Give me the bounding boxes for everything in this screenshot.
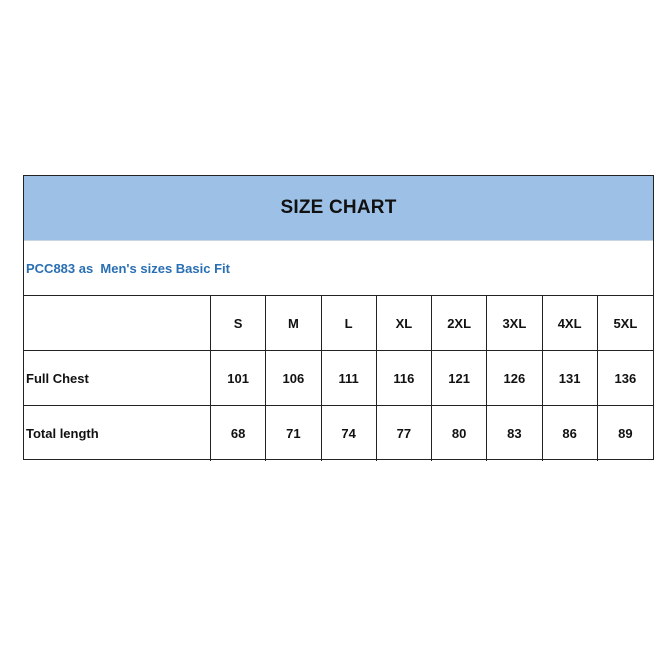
table-cell: 131 <box>543 351 598 406</box>
table-cell: 89 <box>618 426 633 441</box>
table-cell: 77 <box>377 406 432 461</box>
size-header-cell: XL <box>377 296 432 351</box>
table-cell: 111 <box>322 351 377 406</box>
table-cell: 126 <box>487 351 542 406</box>
size-header-cell: S <box>211 296 266 351</box>
table-cell: 121 <box>432 351 487 406</box>
size-header-cell: 4XL <box>543 296 598 351</box>
table-cell: 136 <box>598 351 653 406</box>
size-chart-table <box>23 175 654 460</box>
size-header-cell: 5XL <box>598 296 653 351</box>
table-cell: 101 <box>211 351 266 406</box>
size-header-cell: L <box>322 296 377 351</box>
table-cell: 80 <box>432 406 487 461</box>
table-cell: 86 <box>543 406 598 461</box>
table-cell: 83 <box>487 406 542 461</box>
row-label-full-chest: Full Chest <box>24 351 211 406</box>
table-cell: 74 <box>322 406 377 461</box>
header-corner-cell <box>24 296 211 351</box>
table-cell: 71 <box>266 406 321 461</box>
row-label-total-length: Total length <box>24 406 211 461</box>
table-cell: 68 <box>211 406 266 461</box>
size-header-cell: 2XL <box>432 296 487 351</box>
size-header-cell: M <box>266 296 321 351</box>
size-chart-title: SIZE CHART <box>24 176 653 241</box>
size-header-cell: 3XL <box>487 296 542 351</box>
size-chart-subtitle: PCC883 as Men's sizes Basic Fit <box>24 241 653 296</box>
table-cell: 116 <box>377 351 432 406</box>
table-cell: 106 <box>266 351 321 406</box>
